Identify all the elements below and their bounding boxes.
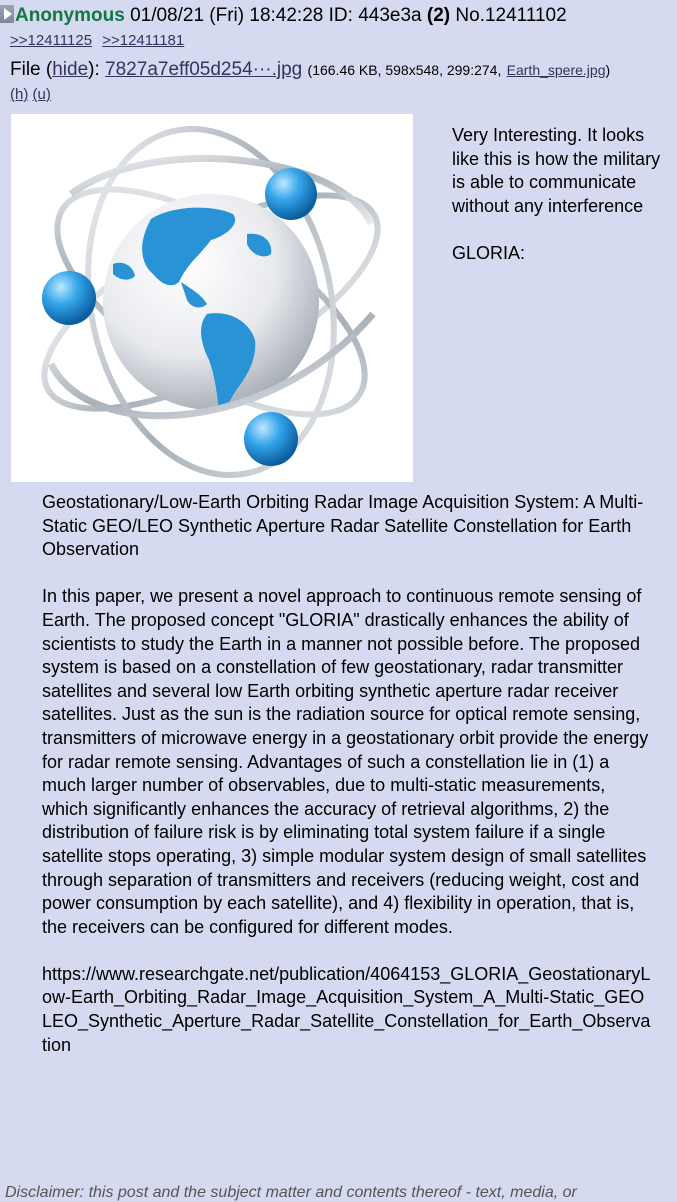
poster-id[interactable]: 443e3a <box>358 5 422 26</box>
image-search-links <box>10 86 51 104</box>
reply-link[interactable]: >>12411181 <box>102 32 185 49</box>
post-comment-intro <box>452 124 667 265</box>
post-image[interactable] <box>11 114 413 482</box>
hide-post-icon[interactable] <box>0 5 14 23</box>
original-filename-link[interactable]: Earth_spere.jpg <box>506 62 606 78</box>
file-details: (166.46 KB, 598x548, 299:274, <box>307 62 502 78</box>
comment-paragraph: GLORIA: <box>452 242 526 263</box>
comment-paragraph: Very Interesting. It looks like this is how the military is able to communicate without any interference <box>452 125 661 216</box>
poster-name: Anonymous <box>15 5 125 26</box>
file-link[interactable]: 7827a7eff05d254···.jpg <box>105 59 303 80</box>
post-header <box>0 2 677 30</box>
post-number[interactable]: No.12411102 <box>455 5 567 26</box>
post-comment-body <box>42 491 652 1081</box>
poster-id-label: ID: <box>328 5 353 26</box>
u-link[interactable]: (u) <box>32 86 51 103</box>
hide-file-link[interactable]: hide <box>52 59 89 80</box>
paper-abstract: In this paper, we present a novel approach to continuous remote sensing of Earth. The proposed concept "GLORIA" drastically enhances the ability of scientists to study the Earth in a manner not possible before. The proposed system is based on a constellation of few geostationary, radar transmitter satellites and several low Earth orbiting synthetic aperture radar receiver satellites. Just as the sun is the radiation source for optical remote sensing, transmitters of microwave energy in a geostationary orbit provide the energy for radar remote sensing. Advantages of such a constellation lie in (1) a much larger number of observables, due to multi-static measurements, which significantly enhances the accuracy of retrieval algorithms, 2) the distribution of failure risk is by eliminating total system failure if a single satellite stops operating, 3) simple modular system design of small satellites through separation of transmitters and receivers (reducing weight, cost and power consumption by each satellite), and 4) flexibility in operation, that is, the receivers can be configured for different modes. <box>42 586 649 937</box>
file-info: File (hide): 7827a7eff05d254···.jpg (166.46 KB, 598x548, 299:274, Earth_spere.jpg) <box>10 59 611 80</box>
satellite <box>42 271 96 325</box>
paper-title: Geostationary/Low-Earth Orbiting Radar Image Acquisition System: A Multi-Static GEO/LEO Synthetic Aperture Radar Satellite Constellation for Earth Observation <box>42 492 644 560</box>
disclaimer: Disclaimer: this post and the subject matter and contents thereof - text, media, or <box>5 1184 577 1201</box>
h-link[interactable]: (h) <box>10 86 29 103</box>
globe-satellites-illustration <box>11 114 413 482</box>
file-label: File <box>10 59 41 80</box>
post-datetime: 01/08/21 (Fri) 18:42:28 <box>130 5 324 26</box>
satellite <box>265 168 317 220</box>
reply-link[interactable]: >>12411125 <box>10 32 93 49</box>
poster-id-count: (2) <box>426 5 451 26</box>
file-details-close: ) <box>605 62 611 78</box>
paper-url: https://www.researchgate.net/publication/4064153_GLORIA_GeostationaryLow-Earth_Orbiting_Radar_Image_Acquisition_System_A_Multi-Static_GEOLEO_Synthetic_Aperture_Radar_Satellite_Constellation_for_Earth_Observation <box>42 963 651 1055</box>
satellite <box>244 412 298 466</box>
reply-links <box>10 31 184 51</box>
